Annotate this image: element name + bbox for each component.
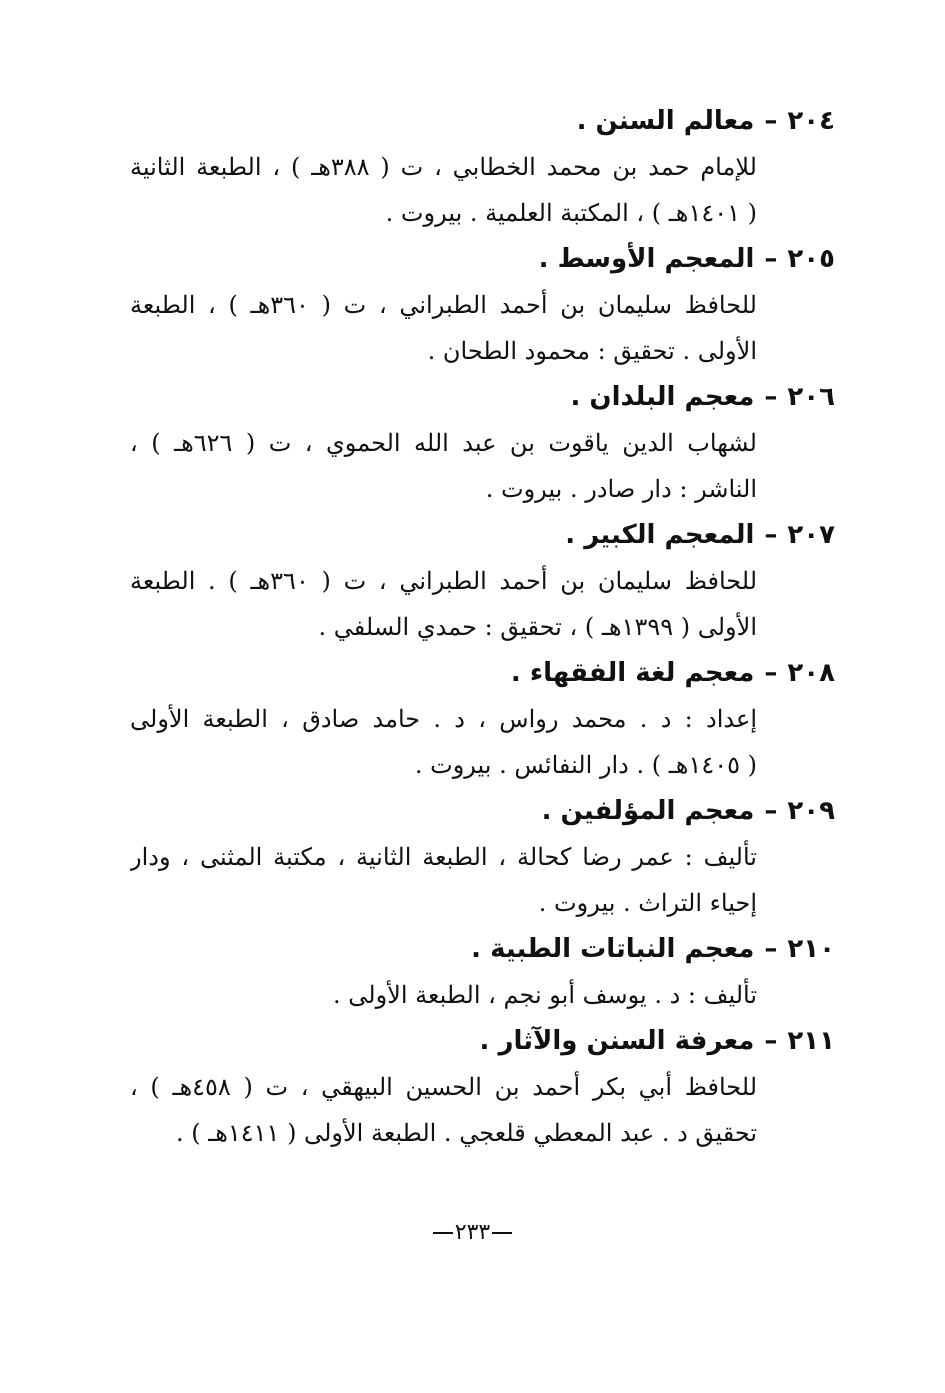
entry-line: إعداد : د . محمد رواس ، د . حامد صادق ، الطبعة الأولى [130,705,757,733]
entry-heading [130,236,835,282]
entry-title: معرفة السنن والآثار . [479,1026,755,1056]
entry-line: تأليف : د . يوسف أبو نجم ، الطبعة الأولى . [333,981,757,1009]
entry-body [130,834,835,926]
entry-title: معجم لغة الفقهاء . [510,658,755,688]
entry-line: الأولى . تحقيق : محمود الطحان . [427,337,757,365]
entry-heading [130,98,835,144]
bibliography-list [130,98,835,1156]
entry-dash: – [764,796,778,826]
entry-title: المعجم الأوسط . [538,244,755,274]
bibliography-entry-210 [130,926,835,1018]
page-number-text: ٢٣٣ [454,1220,491,1245]
entry-line: تحقيق د . عبد المعطي قلعجي . الطبعة الأولى ( ١٤١١هـ ) . [175,1119,757,1147]
entry-heading [130,512,835,558]
entry-title: معجم البلدان . [570,382,755,412]
entry-line: للحافظ سليمان بن أحمد الطبراني ، ت ( ٣٦٠هـ ) ، الطبعة [130,291,757,319]
entry-heading [130,650,835,696]
bibliography-entry-208 [130,650,835,788]
entry-number: ٢٠٧ [787,520,835,550]
entry-line: ( ١٤٠٥هـ ) . دار النفائس . بيروت . [414,751,757,779]
entry-line: للإمام حمد بن محمد الخطابي ، ت ( ٣٨٨هـ ) ، الطبعة الثانية [130,153,757,181]
entry-line: إحياء التراث . بيروت . [538,889,757,917]
entry-line: الناشر : دار صادر . بيروت . [485,475,757,503]
page-number-rule-right [433,1232,453,1234]
entry-body [130,1064,835,1156]
entry-title: معجم المؤلفين . [541,796,755,826]
entry-number: ٢١١ [787,1026,835,1056]
entry-title: معالم السنن . [576,106,755,136]
entry-dash: – [764,658,778,688]
bibliography-entry-206 [130,374,835,512]
entry-heading [130,374,835,420]
entry-heading [130,788,835,834]
entry-body [130,282,835,374]
entry-number: ٢٠٤ [787,106,835,136]
entry-title: معجم النباتات الطبية . [471,934,755,964]
entry-dash: – [764,1026,778,1056]
entry-title: المعجم الكبير . [565,520,755,550]
entry-line: تأليف : عمر رضا كحالة ، الطبعة الثانية ، مكتبة المثنى ، ودار [130,843,757,871]
entry-line: للحافظ أبي بكر أحمد بن الحسين البيهقي ، ت ( ٤٥٨هـ ) ، [130,1073,757,1101]
entry-dash: – [764,244,778,274]
page-number [0,1218,945,1248]
entry-body [130,696,835,788]
entry-body [130,558,835,650]
entry-line: ( ١٤٠١هـ ) ، المكتبة العلمية . بيروت . [385,199,757,227]
bibliography-entry-209 [130,788,835,926]
bibliography-entry-211 [130,1018,835,1156]
bibliography-entry-207 [130,512,835,650]
entry-heading [130,926,835,972]
entry-number: ٢١٠ [787,934,835,964]
bibliography-entry-204 [130,98,835,236]
entry-dash: – [764,934,778,964]
bibliography-entry-205 [130,236,835,374]
entry-line: للحافظ سليمان بن أحمد الطبراني ، ت ( ٣٦٠هـ ) . الطبعة [130,567,757,595]
entry-number: ٢٠٦ [787,382,835,412]
entry-body [130,420,835,512]
entry-line: الأولى ( ١٣٩٩هـ ) ، تحقيق : حمدي السلفي . [318,613,757,641]
entry-number: ٢٠٥ [787,244,835,274]
entry-number: ٢٠٩ [787,796,835,826]
entry-number: ٢٠٨ [787,658,835,688]
entry-dash: – [764,382,778,412]
entry-body [130,972,835,1018]
entry-heading [130,1018,835,1064]
entry-dash: – [764,520,778,550]
entry-body [130,144,835,236]
page-number-rule-left [492,1232,512,1234]
entry-line: لشهاب الدين ياقوت بن عبد الله الحموي ، ت ( ٦٢٦هـ ) ، [130,429,757,457]
entry-dash: – [764,106,778,136]
